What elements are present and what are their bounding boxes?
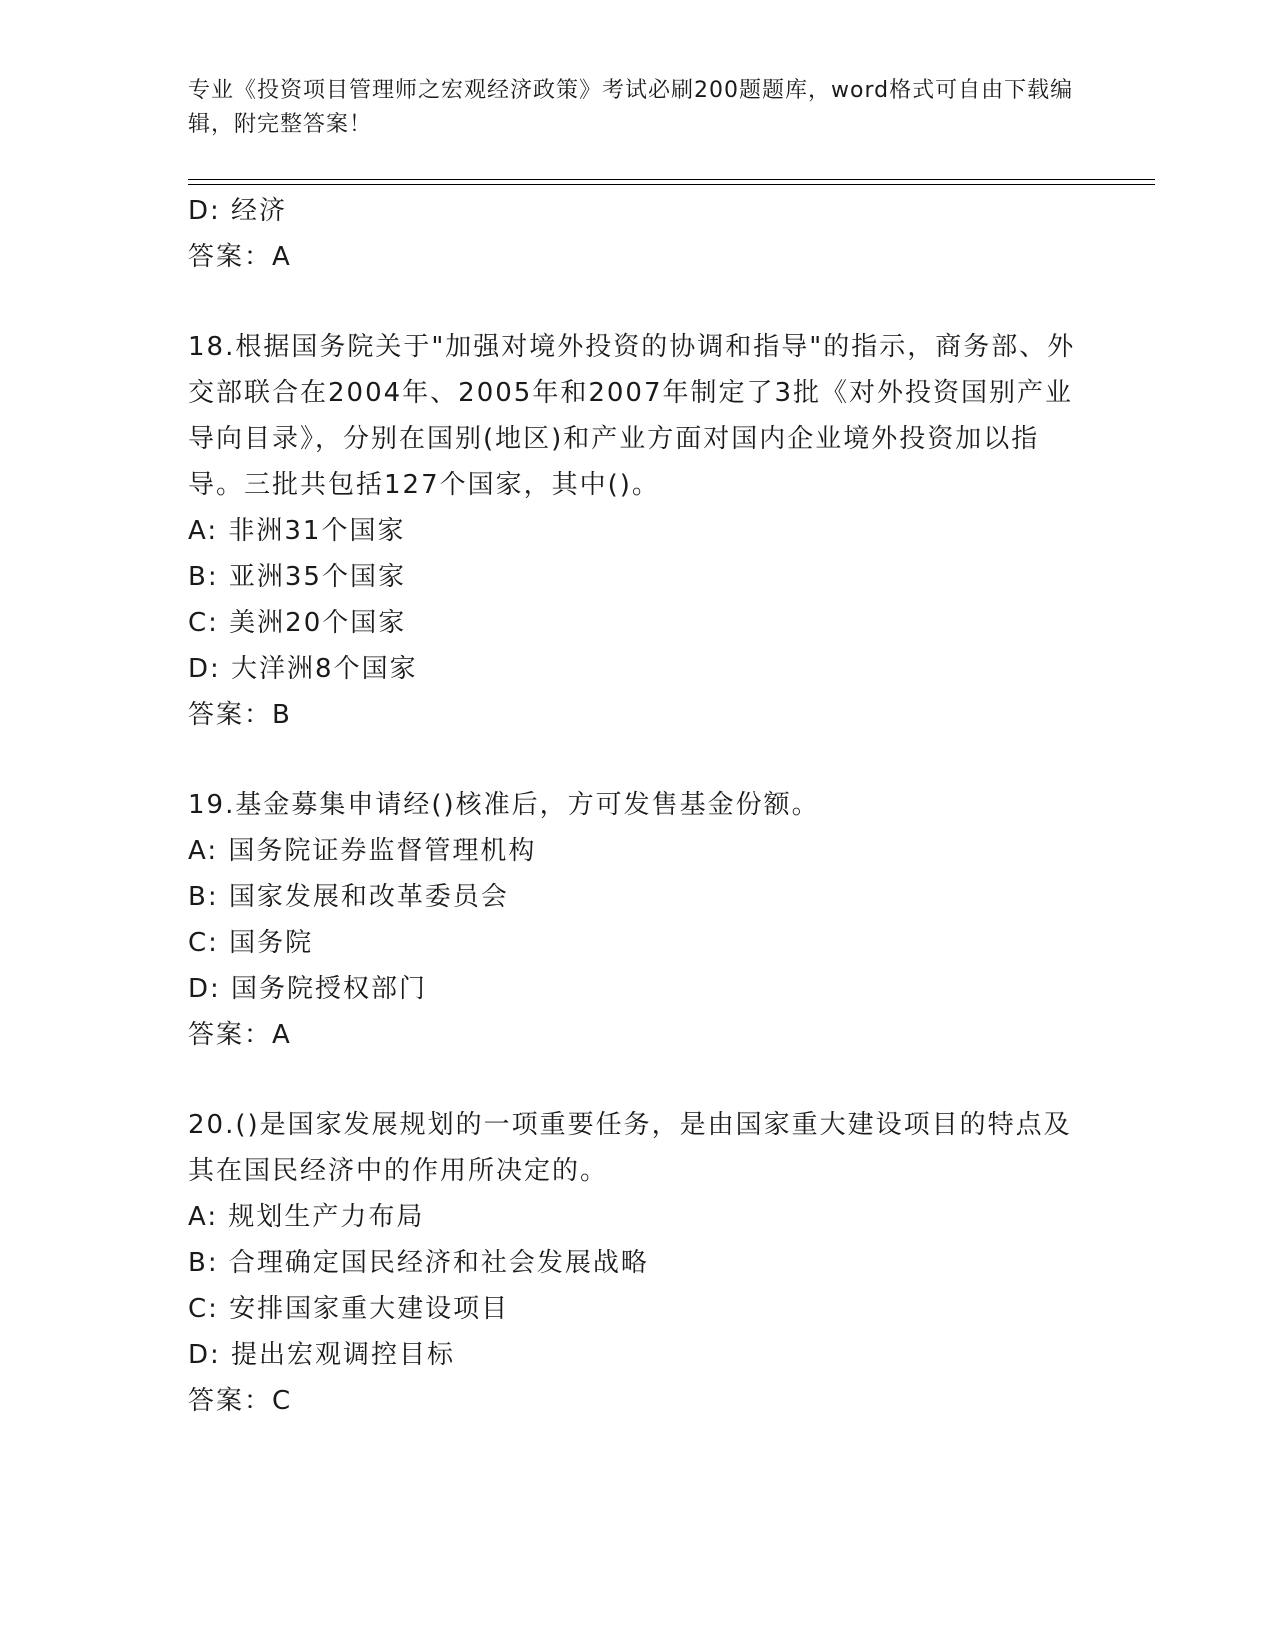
option-c: C: 美洲20个国家	[188, 608, 407, 638]
page-header: 专业《投资项目管理师之宏观经济政策》考试必刷200题题库，word格式可自由下载编辑，附完整答案！	[188, 78, 1074, 137]
option-b: B: 亚洲35个国家	[188, 562, 406, 592]
question-stem: 20.()是国家发展规划的一项重要任务，是由国家重大建设项目的特点及其在国民经济中的作用所决定的。	[188, 1110, 1072, 1186]
question-18	[188, 324, 1088, 738]
option-d: D: 提出宏观调控目标	[188, 1340, 456, 1370]
prev-option-d: D: 经济	[188, 196, 288, 226]
question-19	[188, 782, 1088, 1058]
answer: 答案：A	[188, 1020, 292, 1050]
option-a: A: 国务院证券监督管理机构	[188, 836, 537, 866]
header-divider	[188, 179, 1155, 185]
prev-answer: 答案：A	[188, 242, 292, 272]
option-d: D: 大洋洲8个国家	[188, 654, 418, 684]
question-stem: 18.根据国务院关于"加强对境外投资的协调和指导"的指示，商务部、外交部联合在2004年、2005年和2007年制定了3批《对外投资国别产业导向目录》，分别在国别(地区)和产业方面对国内企业境外投资加以指导。三批共包括127个国家，其中()。	[188, 332, 1076, 500]
document-body	[188, 188, 1088, 1424]
option-b: B: 国家发展和改革委员会	[188, 882, 509, 912]
option-d: D: 国务院授权部门	[188, 974, 428, 1004]
question-20	[188, 1102, 1088, 1424]
option-b: B: 合理确定国民经济和社会发展战略	[188, 1248, 649, 1278]
option-a: A: 非洲31个国家	[188, 516, 406, 546]
answer: 答案：B	[188, 700, 292, 730]
question-stem: 19.基金募集申请经()核准后，方可发售基金份额。	[188, 790, 820, 820]
answer: 答案：C	[188, 1386, 293, 1416]
option-a: A: 规划生产力布局	[188, 1202, 425, 1232]
option-c: C: 安排国家重大建设项目	[188, 1294, 510, 1324]
option-c: C: 国务院	[188, 928, 314, 958]
